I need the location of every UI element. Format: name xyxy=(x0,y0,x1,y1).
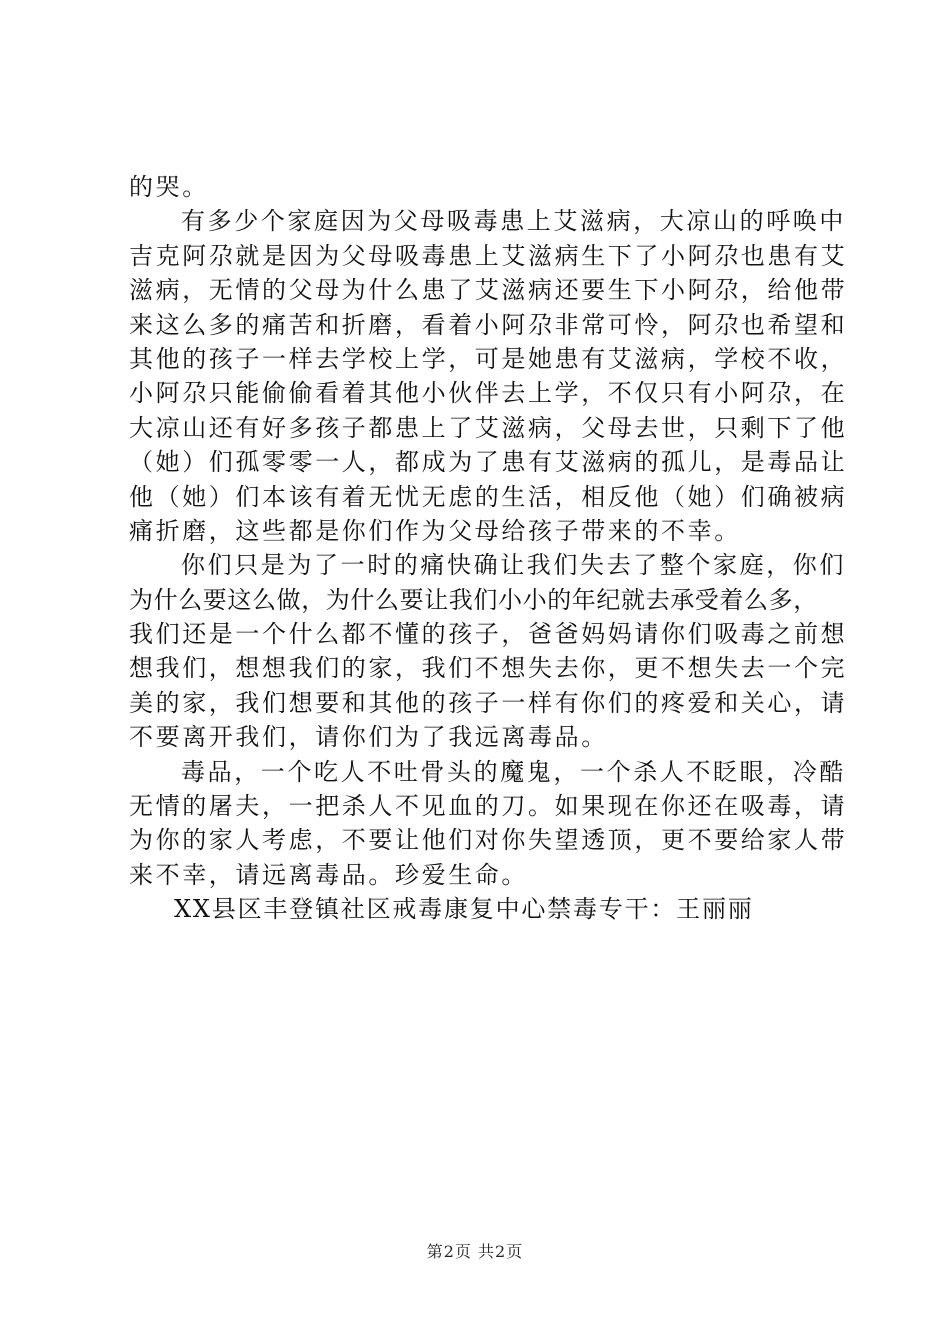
text-line: 美的家，我们想要和其他的孩子一样有你们的疼爱和关心，请 xyxy=(129,688,848,717)
text-line: 的哭。 xyxy=(129,173,209,201)
signature-line: XX县区丰登镇社区戒毒康复中心禁毒专干：王丽丽 xyxy=(174,895,754,924)
text-line: 小阿尕只能偷偷看着其他小伙伴去上学，不仅只有小阿尕，在 xyxy=(129,379,848,408)
document-body xyxy=(129,170,848,927)
paragraph-first-line: 毒品，一个吃人不吐骨头的魔鬼，一个杀人不眨眼，冷酷 xyxy=(181,757,846,786)
text-line: 他（她）们本该有着无忧无虑的生活，相反他（她）们确被病 xyxy=(129,482,848,511)
text-line: 来不幸，请远离毒品。珍爱生命。 xyxy=(129,860,528,889)
text-line: 不要离开我们，请你们为了我远离毒品。 xyxy=(129,723,608,752)
text-line: 其他的孩子一样去学校上学，可是她患有艾滋病，学校不收， xyxy=(129,344,848,373)
text-line: 滋病，无情的父母为什么患了艾滋病还要生下小阿尕，给他带 xyxy=(129,276,848,305)
text-line: （她）们孤零零一人，都成为了患有艾滋病的孤儿，是毒品让 xyxy=(129,448,848,477)
page-footer: 第2页 共2页 xyxy=(426,1242,524,1261)
text-line: 无情的屠夫，一把杀人不见血的刀。如果现在你还在吸毒，请 xyxy=(129,792,848,821)
paragraph-first-line: 有多少个家庭因为父母吸毒患上艾滋病，大凉山的呼唤中 xyxy=(181,207,846,236)
paragraph-first-line: 你们只是为了一时的痛快确让我们失去了整个家庭，你们 xyxy=(181,551,846,580)
text-line: 来这么多的痛苦和折磨，看着小阿尕非常可怜，阿尕也希望和 xyxy=(129,310,848,339)
text-line: 我们还是一个什么都不懂的孩子，爸爸妈妈请你们吸毒之前想 xyxy=(129,620,848,649)
text-line: 为什么要这么做，为什么要让我们小小的年纪就去承受着么多， xyxy=(129,585,818,614)
text-line: 吉克阿尕就是因为父母吸毒患上艾滋病生下了小阿尕也患有艾 xyxy=(129,241,848,270)
text-line: 大凉山还有好多孩子都患上了艾滋病，父母去世，只剩下了他 xyxy=(129,413,848,442)
text-line: 痛折磨，这些都是你们作为父母给孩子带来的不幸。 xyxy=(129,516,741,545)
text-line: 为你的家人考虑，不要让他们对你失望透顶，更不要给家人带 xyxy=(129,826,848,855)
text-line: 想我们，想想我们的家，我们不想失去你，更不想失去一个完 xyxy=(129,654,848,683)
